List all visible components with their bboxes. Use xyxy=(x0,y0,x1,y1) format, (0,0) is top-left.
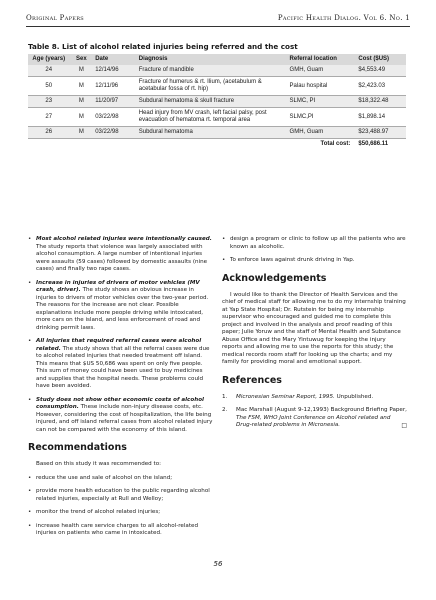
cell-date: 12/14/96 xyxy=(93,65,137,77)
cell-diagnosis: Subdural hematoma & skull fracture xyxy=(137,96,288,108)
header-journal-label: Pacific Health Dialog. Vol 6. No. 1 xyxy=(277,14,410,22)
cell-location: SLMC, PI xyxy=(288,96,357,108)
recommendation-item xyxy=(28,509,213,517)
injury-cost-table xyxy=(28,54,406,150)
recommendation-text: reduce the use and sale of alcohol on the island; xyxy=(36,474,173,481)
recommendation-text: increase health care service charges to all alcohol-related injuries on patients who came in intoxicated. xyxy=(36,522,199,536)
finding-bullet xyxy=(28,338,213,391)
recommendation-text: design a program or clinic to follow up all the patients who are known as alcoholic. xyxy=(230,236,406,250)
cell-cost: $4,553.49 xyxy=(356,65,406,77)
header-date: Date xyxy=(95,56,109,62)
cell-sex: M xyxy=(69,77,93,96)
bullet-icon: • xyxy=(28,509,32,515)
reference-number: 2. xyxy=(222,407,228,413)
reference-title: The FSM, WHO Joint Conference on Alcohol related and Drug-related problems in Micronesia. xyxy=(236,414,391,428)
table-row xyxy=(28,77,406,96)
reference-title: Micronesian Seminar Report, 1995. xyxy=(236,393,335,400)
finding-lead: All injuries that required referral cases were alcohol related. xyxy=(36,338,202,352)
table-header-row xyxy=(28,54,406,65)
cell-diagnosis: Subdural hematoma xyxy=(137,127,288,139)
recommendation-item xyxy=(28,523,213,538)
finding-text: These include non-injury disease costs, etc. However, considering the cost of hospitalization, the life being injured, and off island referral cases from alcohol related injury can not be compared with the economy of this island. xyxy=(36,404,213,433)
cell-cost: $1,898.14 xyxy=(356,108,406,127)
header-section-label: Original Papers xyxy=(26,14,85,22)
finding-bullet xyxy=(28,236,213,274)
cell-location: Palau hospital xyxy=(288,77,357,96)
cell-location: GMH, Guam xyxy=(288,65,357,77)
header-diagnosis: Diagnosis xyxy=(138,56,168,62)
recommendation-item xyxy=(222,257,407,265)
reference-item xyxy=(222,407,407,430)
reference-item xyxy=(222,394,407,402)
bullet-icon: • xyxy=(28,474,32,481)
table-row xyxy=(28,108,406,127)
acknowledgements-heading: Acknowledgements xyxy=(222,272,327,284)
header-age: Age (years) xyxy=(32,56,66,62)
bullet-icon: • xyxy=(28,522,32,529)
table-row xyxy=(28,65,406,77)
finding-text: The study shows that all the referral cases were due to alcohol related injuries that needed treatment off island. This means that $US 50,686 was spent on only five people. This sum of money could have been used to buy medicines and supplies that the hospital needs. These problems could have been avoided. xyxy=(36,345,210,389)
bullet-icon: • xyxy=(222,236,226,242)
cell-age: 24 xyxy=(28,65,69,77)
finding-lead: Increase in injuries of drivers of motor vehicles (MV crash, driver). xyxy=(36,279,200,293)
cell-sex: M xyxy=(69,108,93,127)
recommendation-text: provide more health education to the public regarding alcohol related injuries, especially at Rull and Welloy; xyxy=(36,488,210,502)
cell-diagnosis: Head injury from MV crash, left facial palsy, post evacuation of hematoma rt. temporal area xyxy=(137,108,288,127)
cell-cost: $2,423.03 xyxy=(356,77,406,96)
bullet-icon: • xyxy=(222,257,226,263)
bullet-icon: • xyxy=(28,338,32,344)
reference-pre: Mac Marshall (August 9-12,1993) Background Briefing Paper, xyxy=(236,407,407,413)
finding-bullet xyxy=(28,397,213,435)
running-header xyxy=(26,14,410,24)
recommendation-item xyxy=(28,488,213,503)
total-cost-value: $50,686.11 xyxy=(356,139,406,151)
cell-sex: M xyxy=(69,65,93,77)
recommendation-text: To enforce laws against drunk driving in Yap. xyxy=(230,257,355,263)
right-column xyxy=(222,236,407,436)
cell-cost: $18,322.48 xyxy=(356,96,406,108)
table-row xyxy=(28,96,406,108)
cell-date: 03/22/98 xyxy=(93,108,137,127)
table-row xyxy=(28,127,406,139)
bullet-icon: • xyxy=(28,488,32,494)
header-sex: Sex xyxy=(76,56,87,62)
cell-location: GMH, Guam xyxy=(288,127,357,139)
cell-date: 03/22/98 xyxy=(93,127,137,139)
recommendations-intro: Based on this study it was recommended to: xyxy=(36,461,162,467)
header-location: Referral location xyxy=(289,56,337,62)
cell-location: SLMC,PI xyxy=(288,108,357,127)
total-cost-label: Total cost: xyxy=(28,139,356,151)
cell-age: 27 xyxy=(28,108,69,127)
references-heading: References xyxy=(222,374,282,386)
finding-text: The study shows an obvious increase in injuries to drivers of motor vehicles over the two-year period. The reasons for the increase are not clear. Possible explanations include more people driving while intoxicated, more cars on the island, and less enforcement of road and drinking permit laws. xyxy=(36,287,209,331)
cell-date: 11/20/97 xyxy=(93,96,137,108)
cell-cost: $23,488.97 xyxy=(356,127,406,139)
finding-bullet xyxy=(28,280,213,333)
cell-sex: M xyxy=(69,127,93,139)
header-rule xyxy=(26,26,410,27)
acknowledgements-text: I would like to thank the Director of Health Services and the chief of medical staff for allowing me to do my internship training at Yap State Hospital; Dr. Rutstein for being my internship supervisor who encouraged and guided me to complete this project and involved in the analysis and proof reading of this paper; Julie Yoruw and the staff of Mental Health and Substance Abuse Office and the Mary Yintuwug for keeping the injury reports and allowing me to use the reports for this study; the medical records room staff for looking up the charts; and my family for providing moral and emotional support. xyxy=(222,291,406,365)
recommendations-heading: Recommendations xyxy=(28,442,127,453)
finding-lead: Most alcohol related injuries were intentionally caused. xyxy=(36,236,212,242)
finding-lead: Study does not show other economic costs of alcohol consumption. xyxy=(36,396,204,410)
cell-diagnosis: Fracture of humerus & rt. Ilium, (acetabulum & acetabular fossa of rt. hip) xyxy=(137,77,288,96)
left-column xyxy=(28,236,213,544)
reference-post: Unpublished. xyxy=(334,393,374,400)
bullet-icon: • xyxy=(28,236,32,242)
cell-sex: M xyxy=(69,96,93,108)
page-number: 56 xyxy=(213,560,223,568)
reference-number: 1. xyxy=(222,393,228,400)
bullet-icon: • xyxy=(28,396,32,403)
cell-age: 23 xyxy=(28,96,69,108)
recommendation-item xyxy=(222,236,407,251)
finding-text: The study reports that violence was largely associated with alcohol consumption. A large number of intentional injuries were assaults (59 cases) followed by domestic assaults (nine cases) and finally two rape cases. xyxy=(36,243,208,272)
end-of-article-mark: □ xyxy=(401,422,407,429)
recommendation-text: monitor the trend of alcohol related injuries; xyxy=(36,509,161,515)
cell-age: 50 xyxy=(28,77,69,96)
cell-diagnosis: Fracture of mandible xyxy=(137,65,288,77)
table-total-row xyxy=(28,139,406,151)
header-cost: Cost ($US) xyxy=(358,56,390,62)
bullet-icon: • xyxy=(28,279,32,286)
recommendation-item xyxy=(28,475,213,483)
table-title: Table 8. List of alcohol related injuries being referred and the cost xyxy=(28,42,298,51)
cell-age: 26 xyxy=(28,127,69,139)
cell-date: 12/11/96 xyxy=(93,77,137,96)
